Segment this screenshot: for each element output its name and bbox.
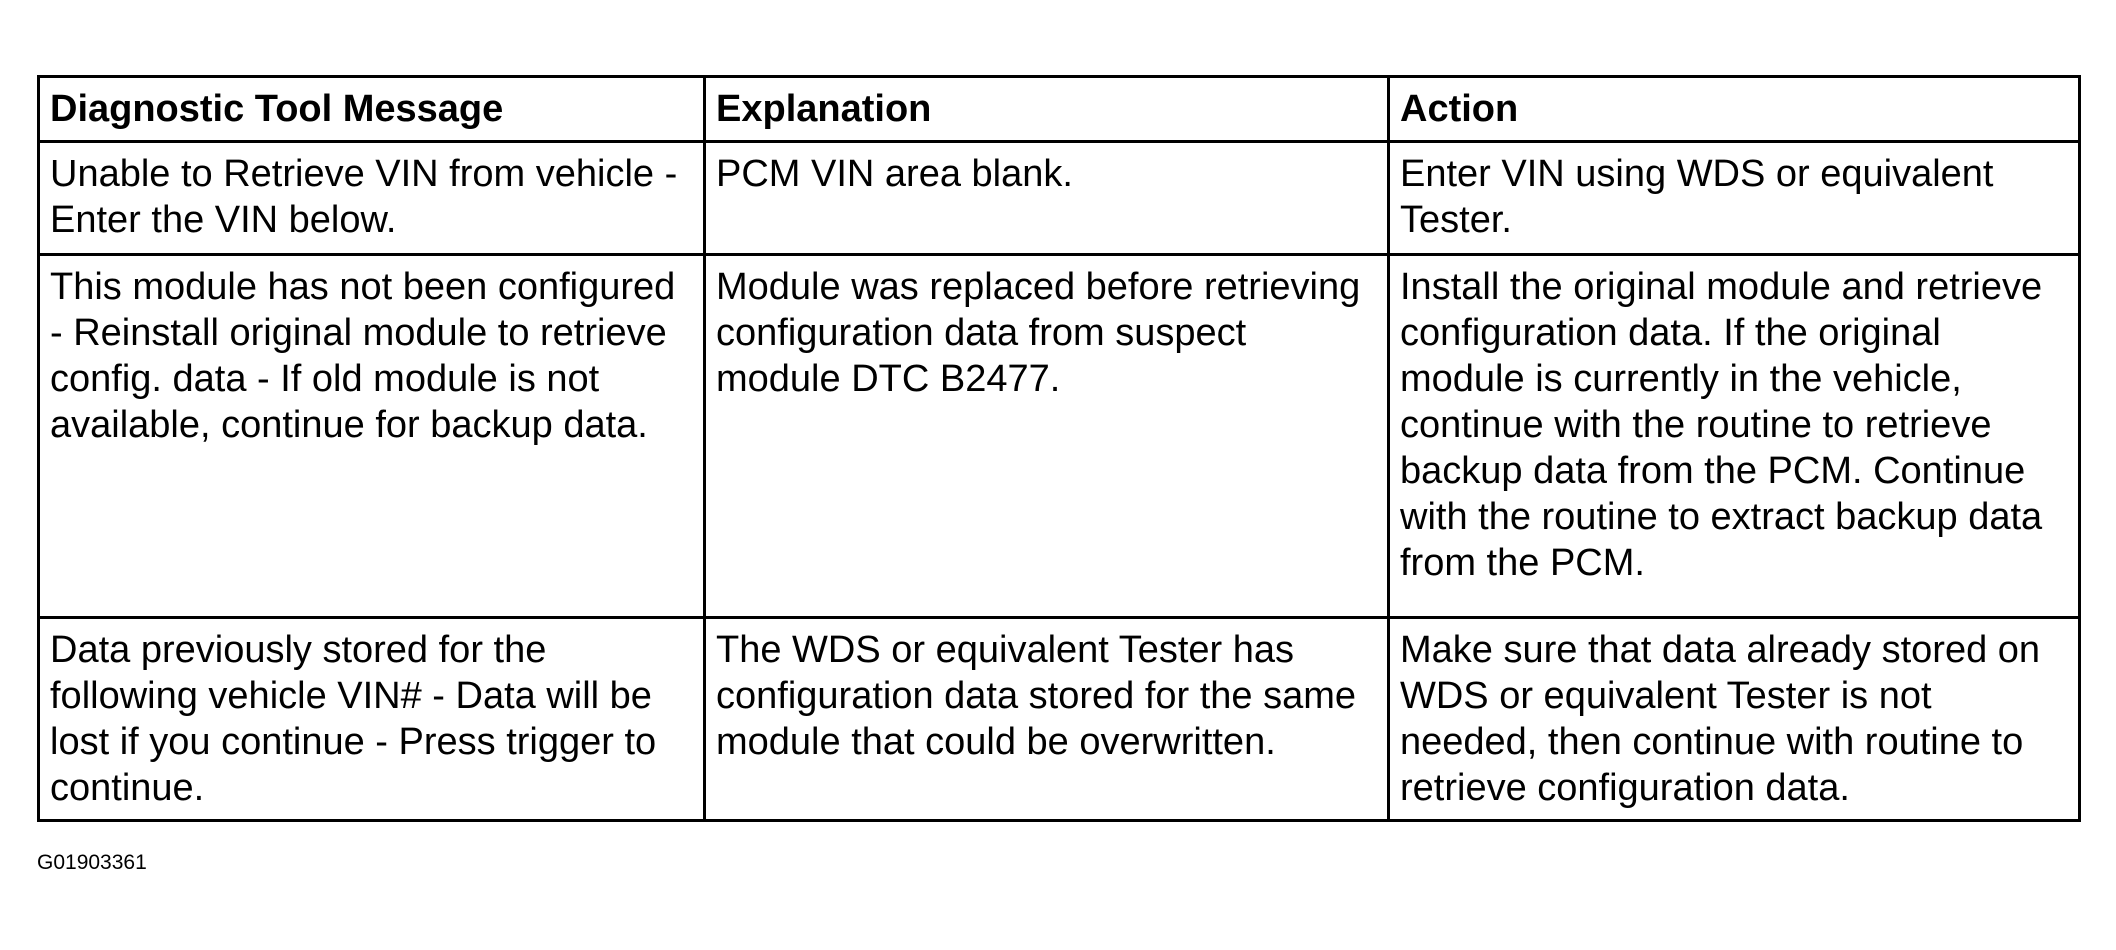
- table-row: [39, 255, 2080, 618]
- table-row: [39, 142, 2080, 255]
- header-explanation: Explanation: [705, 77, 1389, 142]
- header-diagnostic-tool-message: Diagnostic Tool Message: [39, 77, 705, 142]
- cell-action: Make sure that data already stored on WDS or equivalent Tester is not needed, then continue with routine to retrieve configuration data.: [1389, 618, 2080, 821]
- header-action: Action: [1389, 77, 2080, 142]
- cell-explanation: The WDS or equivalent Tester has configuration data stored for the same module that could be overwritten.: [705, 618, 1389, 821]
- cell-action: Install the original module and retrieve configuration data. If the original module is currently in the vehicle, continue with the routine to retrieve backup data from the PCM. Continue with the routine to extract backup data from the PCM.: [1389, 255, 2080, 618]
- figure-id: G01903361: [37, 851, 147, 874]
- diagnostic-message-table-container: [37, 75, 2078, 822]
- table-header-row: [39, 77, 2080, 142]
- diagnostic-message-table: [37, 75, 2081, 822]
- cell-action: Enter VIN using WDS or equivalent Tester.: [1389, 142, 2080, 255]
- cell-explanation: Module was replaced before retrieving configuration data from suspect module DTC B2477.: [705, 255, 1389, 618]
- cell-message: Unable to Retrieve VIN from vehicle - Enter the VIN below.: [39, 142, 705, 255]
- cell-explanation: PCM VIN area blank.: [705, 142, 1389, 255]
- table-row: [39, 618, 2080, 821]
- cell-message: This module has not been configured - Reinstall original module to retrieve config. data - If old module is not available, continue for backup data.: [39, 255, 705, 618]
- cell-message: Data previously stored for the following vehicle VIN# - Data will be lost if you continue - Press trigger to continue.: [39, 618, 705, 821]
